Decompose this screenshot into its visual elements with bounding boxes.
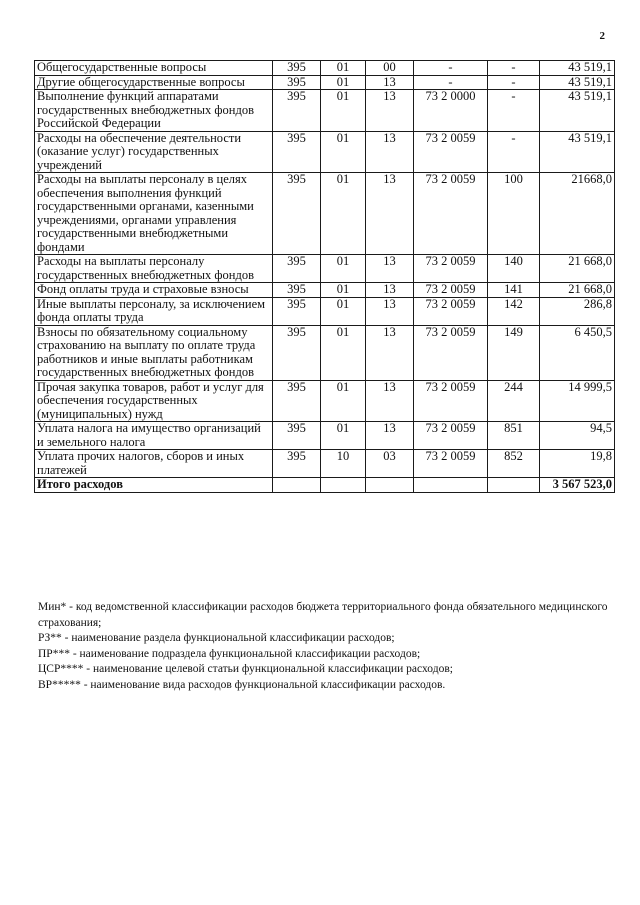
cell-name: Уплата налога на имущество организаций и земельного налога bbox=[35, 422, 273, 450]
page-number: 2 bbox=[599, 30, 605, 42]
cell-csr: 73 2 0059 bbox=[414, 380, 488, 422]
cell-csr: - bbox=[414, 75, 488, 90]
total-label: Итого расходов bbox=[35, 478, 273, 493]
cell-csr: 73 2 0059 bbox=[414, 450, 488, 478]
cell-csr: 73 2 0059 bbox=[414, 173, 488, 255]
cell-sum: 43 519,1 bbox=[540, 131, 615, 173]
cell-rz: 01 bbox=[321, 61, 366, 76]
cell-pr: 00 bbox=[366, 61, 414, 76]
cell-sum: 21668,0 bbox=[540, 173, 615, 255]
cell-pr: 13 bbox=[366, 297, 414, 325]
cell-vr: 149 bbox=[488, 325, 540, 380]
cell-vr: 141 bbox=[488, 283, 540, 298]
table-row bbox=[35, 380, 615, 422]
cell-sum: 286,8 bbox=[540, 297, 615, 325]
total-sum: 3 567 523,0 bbox=[540, 478, 615, 493]
cell-rz: 10 bbox=[321, 450, 366, 478]
cell-sum: 14 999,5 bbox=[540, 380, 615, 422]
cell-name: Другие общегосударственные вопросы bbox=[35, 75, 273, 90]
cell-pr: 13 bbox=[366, 173, 414, 255]
cell-sum: 94,5 bbox=[540, 422, 615, 450]
cell-rz: 01 bbox=[321, 90, 366, 132]
footnotes bbox=[38, 600, 613, 693]
cell-csr: 73 2 0059 bbox=[414, 325, 488, 380]
cell-min: 395 bbox=[273, 450, 321, 478]
cell-sum: 43 519,1 bbox=[540, 61, 615, 76]
cell-csr: 73 2 0000 bbox=[414, 90, 488, 132]
cell-rz: 01 bbox=[321, 325, 366, 380]
cell-csr: 73 2 0059 bbox=[414, 297, 488, 325]
cell-rz: 01 bbox=[321, 75, 366, 90]
empty-cell bbox=[414, 478, 488, 493]
cell-min: 395 bbox=[273, 255, 321, 283]
footnote-csr: ЦСР**** - наименование целевой статьи функциональной классификации расходов; bbox=[38, 663, 453, 675]
cell-min: 395 bbox=[273, 422, 321, 450]
cell-name: Иные выплаты персоналу, за исключением фонда оплаты труда bbox=[35, 297, 273, 325]
cell-min: 395 bbox=[273, 283, 321, 298]
cell-csr: - bbox=[414, 61, 488, 76]
table-row bbox=[35, 297, 615, 325]
cell-rz: 01 bbox=[321, 297, 366, 325]
cell-min: 395 bbox=[273, 325, 321, 380]
cell-vr: - bbox=[488, 131, 540, 173]
cell-rz: 01 bbox=[321, 131, 366, 173]
cell-pr: 13 bbox=[366, 422, 414, 450]
cell-min: 395 bbox=[273, 173, 321, 255]
table-row bbox=[35, 325, 615, 380]
cell-vr: 852 bbox=[488, 450, 540, 478]
cell-pr: 13 bbox=[366, 380, 414, 422]
cell-sum: 43 519,1 bbox=[540, 75, 615, 90]
cell-min: 395 bbox=[273, 75, 321, 90]
cell-vr: - bbox=[488, 75, 540, 90]
total-row bbox=[35, 478, 615, 493]
cell-min: 395 bbox=[273, 131, 321, 173]
cell-sum: 19,8 bbox=[540, 450, 615, 478]
cell-vr: 244 bbox=[488, 380, 540, 422]
cell-min: 395 bbox=[273, 297, 321, 325]
empty-cell bbox=[366, 478, 414, 493]
cell-name: Расходы на выплаты персоналу в целях обеспечения выполнения функций государственными органами, казенными учреждениями, органами управления государственными внебюджетными фондами bbox=[35, 173, 273, 255]
cell-sum: 21 668,0 bbox=[540, 255, 615, 283]
cell-name: Выполнение функций аппаратами государственных внебюджетных фондов Российской Федерации bbox=[35, 90, 273, 132]
cell-name: Фонд оплаты труда и страховые взносы bbox=[35, 283, 273, 298]
cell-name: Прочая закупка товаров, работ и услуг для обеспечения государственных (муниципальных) нужд bbox=[35, 380, 273, 422]
cell-rz: 01 bbox=[321, 380, 366, 422]
cell-vr: - bbox=[488, 90, 540, 132]
table-row bbox=[35, 283, 615, 298]
table-row bbox=[35, 450, 615, 478]
table-row bbox=[35, 173, 615, 255]
cell-pr: 13 bbox=[366, 75, 414, 90]
cell-vr: 851 bbox=[488, 422, 540, 450]
table-row bbox=[35, 75, 615, 90]
cell-pr: 13 bbox=[366, 325, 414, 380]
cell-vr: - bbox=[488, 61, 540, 76]
table-body bbox=[35, 61, 615, 493]
footnote-pr: ПР*** - наименование подраздела функциональной классификации расходов; bbox=[38, 647, 421, 660]
cell-vr: 142 bbox=[488, 297, 540, 325]
cell-pr: 13 bbox=[366, 283, 414, 298]
cell-rz: 01 bbox=[321, 173, 366, 255]
footnote-rz: РЗ** - наименование раздела функциональной классификации расходов; bbox=[38, 632, 395, 644]
table-row bbox=[35, 90, 615, 132]
cell-csr: 73 2 0059 bbox=[414, 255, 488, 283]
table-row bbox=[35, 131, 615, 173]
cell-sum: 21 668,0 bbox=[540, 283, 615, 298]
cell-min: 395 bbox=[273, 61, 321, 76]
cell-pr: 03 bbox=[366, 450, 414, 478]
footnote-vr: ВР***** - наименование вида расходов функциональной классификации расходов. bbox=[38, 678, 446, 691]
empty-cell bbox=[273, 478, 321, 493]
cell-csr: 73 2 0059 bbox=[414, 131, 488, 173]
cell-vr: 140 bbox=[488, 255, 540, 283]
cell-min: 395 bbox=[273, 380, 321, 422]
table-row bbox=[35, 61, 615, 76]
cell-rz: 01 bbox=[321, 283, 366, 298]
cell-rz: 01 bbox=[321, 422, 366, 450]
cell-name: Уплата прочих налогов, сборов и иных платежей bbox=[35, 450, 273, 478]
cell-pr: 13 bbox=[366, 90, 414, 132]
cell-min: 395 bbox=[273, 90, 321, 132]
empty-cell bbox=[321, 478, 366, 493]
cell-vr: 100 bbox=[488, 173, 540, 255]
cell-sum: 6 450,5 bbox=[540, 325, 615, 380]
footnote-min: Мин* - код ведомственной классификации расходов бюджета территориального фонда обязательного медицинского страхования; bbox=[38, 601, 608, 629]
cell-sum: 43 519,1 bbox=[540, 90, 615, 132]
cell-name: Расходы на обеспечение деятельности (оказание услуг) государственных учреждений bbox=[35, 131, 273, 173]
table-row bbox=[35, 255, 615, 283]
cell-csr: 73 2 0059 bbox=[414, 283, 488, 298]
expenditure-table bbox=[34, 60, 615, 493]
cell-name: Общегосударственные вопросы bbox=[35, 61, 273, 76]
table-row bbox=[35, 422, 615, 450]
cell-pr: 13 bbox=[366, 255, 414, 283]
cell-name: Расходы на выплаты персоналу государственных внебюджетных фондов bbox=[35, 255, 273, 283]
empty-cell bbox=[488, 478, 540, 493]
cell-pr: 13 bbox=[366, 131, 414, 173]
cell-name: Взносы по обязательному социальному страхованию на выплату по оплате труда работников и иные выплаты работникам государственных внебюджетных фондов bbox=[35, 325, 273, 380]
cell-rz: 01 bbox=[321, 255, 366, 283]
cell-csr: 73 2 0059 bbox=[414, 422, 488, 450]
